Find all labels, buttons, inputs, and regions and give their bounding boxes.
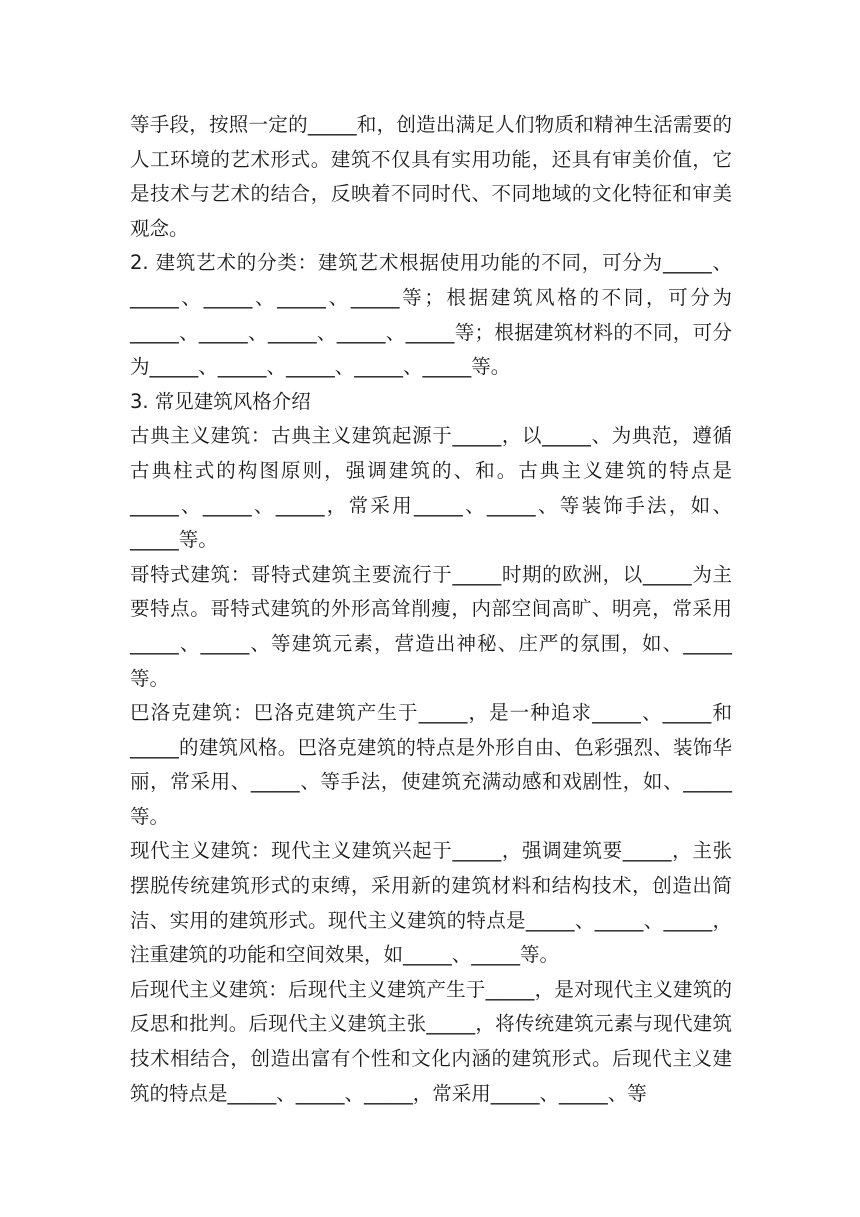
paragraph-baroque: 巴洛克建筑：巴洛克建筑产生于_____，是一种追求_____、_____和_____的建筑风格。巴洛克建筑的特点是外形自由、色彩强烈、装饰华丽，常采用、_____、等手法，使建筑充满动感和戏剧性，如、_____等。 xyxy=(130,701,732,828)
paragraph-modernist: 现代主义建筑：现代主义建筑兴起于_____，强调建筑要_____，主张摆脱传统建筑形式的束缚，采用新的建筑材料和结构技术，创造出简洁、实用的建筑形式。现代主义建筑的特点是_____、_____、_____，注重建筑的功能和空间效果，如_____、_____等。 xyxy=(130,839,732,967)
paragraph-gothic: 哥特式建筑：哥特式建筑主要流行于_____时期的欧洲，以_____为主要特点。哥特式建筑的外形高耸削瘦，内部空间高旷、明亮，常采用_____、_____、等建筑元素，营造出神秘、庄严的氛围，如、_____等。 xyxy=(130,562,732,690)
paragraph-postmodernist: 后现代主义建筑：后现代主义建筑产生于_____，是对现代主义建筑的反思和批判。后现代主义建筑主张_____，将传统建筑元素与现代建筑技术相结合，创造出富有个性和文化内涵的建筑形式。后现代主义建筑的特点是_____、_____、_____，常采用_____、_____、等 xyxy=(130,977,732,1105)
section-heading-styles: 3. 常见建筑风格介绍 xyxy=(130,389,311,413)
paragraph-classification: 2. 建筑艺术的分类：建筑艺术根据使用功能的不同，可分为_____、_____、_____、_____、_____等；根据建筑风格的不同，可分为_____、_____、_____、_____、_____等；根据建筑材料的不同，可分为_____、_____、_____、_____、_____等。 xyxy=(130,251,732,379)
document-body xyxy=(130,108,732,1111)
paragraph-definition: 等手段，按照一定的_____和，创造出满足人们物质和精神生活需要的人工环境的艺术形式。建筑不仅具有实用功能，还具有审美价值，它是技术与艺术的结合，反映着不同时代、不同地域的文化特征和审美观念。 xyxy=(130,113,732,240)
paragraph-classical: 古典主义建筑：古典主义建筑起源于_____，以_____、为典范，遵循古典柱式的构图原则，强调建筑的、和。古典主义建筑的特点是_____、_____、_____，常采用_____、_____、等装饰手法，如、_____等。 xyxy=(130,424,732,552)
